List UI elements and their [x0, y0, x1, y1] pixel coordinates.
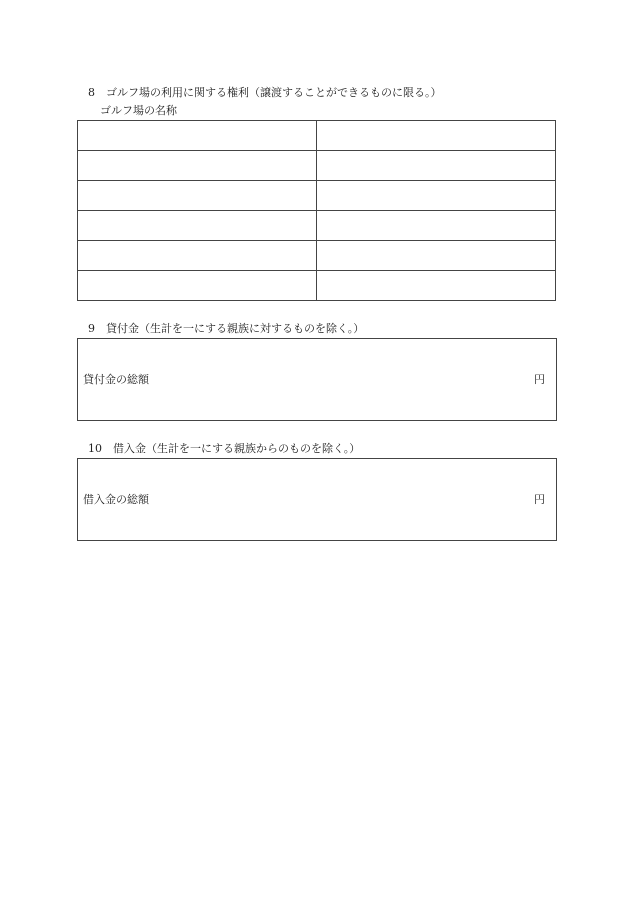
table-row — [78, 181, 556, 211]
table-cell[interactable] — [78, 241, 317, 271]
loans-receivable-total-label: 貸付金の総額 — [83, 373, 149, 386]
loans-receivable-box[interactable] — [77, 338, 557, 421]
yen-unit-label: 円 — [534, 373, 545, 386]
section-10-heading: 10 借入金（生計を一にする親族からのものを除く。） — [88, 442, 361, 455]
section-9-heading: 9 貸付金（生計を一にする親族に対するものを除く。） — [88, 322, 365, 335]
table-cell[interactable] — [317, 181, 556, 211]
table-cell[interactable] — [78, 121, 317, 151]
table-cell[interactable] — [78, 181, 317, 211]
table-cell[interactable] — [317, 121, 556, 151]
table-cell[interactable] — [317, 211, 556, 241]
table-row — [78, 271, 556, 301]
golf-course-name-label: ゴルフ場の名称 — [100, 104, 177, 117]
borrowings-box[interactable] — [77, 458, 557, 541]
section-8-heading: 8 ゴルフ場の利用に関する権利（譲渡することができるものに限る。） — [88, 86, 442, 99]
table-cell[interactable] — [317, 271, 556, 301]
table-row — [78, 211, 556, 241]
table-cell[interactable] — [78, 271, 317, 301]
yen-unit-label: 円 — [534, 493, 545, 506]
table-row — [78, 121, 556, 151]
table-cell[interactable] — [317, 241, 556, 271]
table-cell[interactable] — [78, 211, 317, 241]
table-cell[interactable] — [78, 151, 317, 181]
borrowings-total-label: 借入金の総額 — [83, 493, 149, 506]
table-row — [78, 151, 556, 181]
golf-rights-table — [77, 120, 556, 301]
table-row — [78, 241, 556, 271]
table-cell[interactable] — [317, 151, 556, 181]
